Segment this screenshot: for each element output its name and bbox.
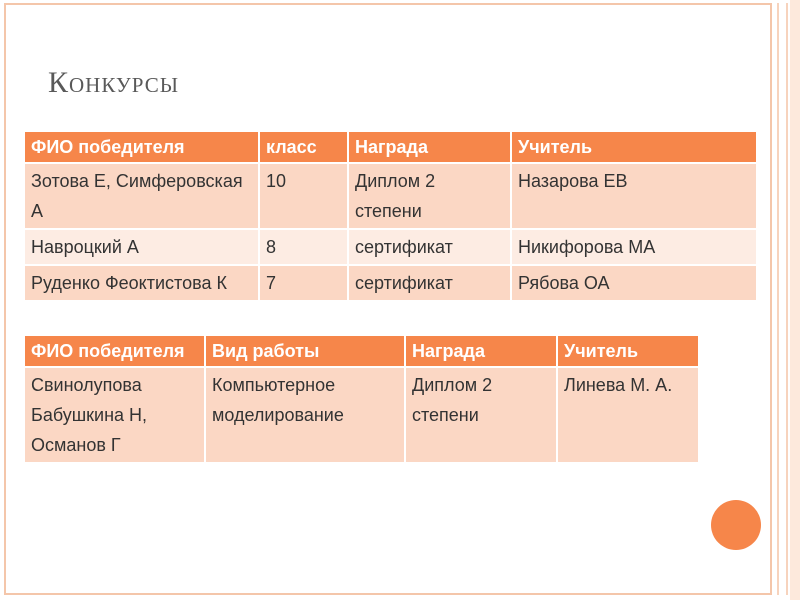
table-cell: сертификат xyxy=(348,229,511,265)
slide-title: Конкурсы xyxy=(48,66,180,99)
table-cell: 10 xyxy=(259,163,348,229)
table-cell: 8 xyxy=(259,229,348,265)
table-cell: 7 xyxy=(259,265,348,300)
column-header: Награда xyxy=(405,336,557,367)
column-header: класс xyxy=(259,132,348,163)
table-row xyxy=(25,163,756,229)
accent-circle xyxy=(711,500,761,550)
table-cell: сертификат xyxy=(348,265,511,300)
table-cell: Рябова ОА xyxy=(511,265,756,300)
winners-table-2 xyxy=(25,336,698,462)
column-header: ФИО победителя xyxy=(25,336,205,367)
table-cell: Компьютерное моделирование xyxy=(205,367,405,462)
column-header: Учитель xyxy=(511,132,756,163)
table-cell: Никифорова МА xyxy=(511,229,756,265)
table-cell: Навроцкий А xyxy=(25,229,259,265)
decor-line xyxy=(777,3,779,595)
table-cell: Диплом 2 степени xyxy=(348,163,511,229)
table-header-row xyxy=(25,132,756,163)
column-header: Вид работы xyxy=(205,336,405,367)
table-row xyxy=(25,229,756,265)
table-header-row xyxy=(25,336,698,367)
table-row xyxy=(25,367,698,462)
table-cell: Руденко Феоктистова К xyxy=(25,265,259,300)
column-header: Учитель xyxy=(557,336,698,367)
decor-band xyxy=(790,0,800,600)
table-row xyxy=(25,265,756,300)
table-cell: Диплом 2 степени xyxy=(405,367,557,462)
decor-line xyxy=(786,3,788,595)
column-header: ФИО победителя xyxy=(25,132,259,163)
winners-table-1 xyxy=(25,132,756,300)
table-cell: Линева М. А. xyxy=(557,367,698,462)
table-cell: Свинолупова Бабушкина Н, Османов Г xyxy=(25,367,205,462)
table-cell: Зотова Е, Симферовская А xyxy=(25,163,259,229)
column-header: Награда xyxy=(348,132,511,163)
table-cell: Назарова ЕВ xyxy=(511,163,756,229)
